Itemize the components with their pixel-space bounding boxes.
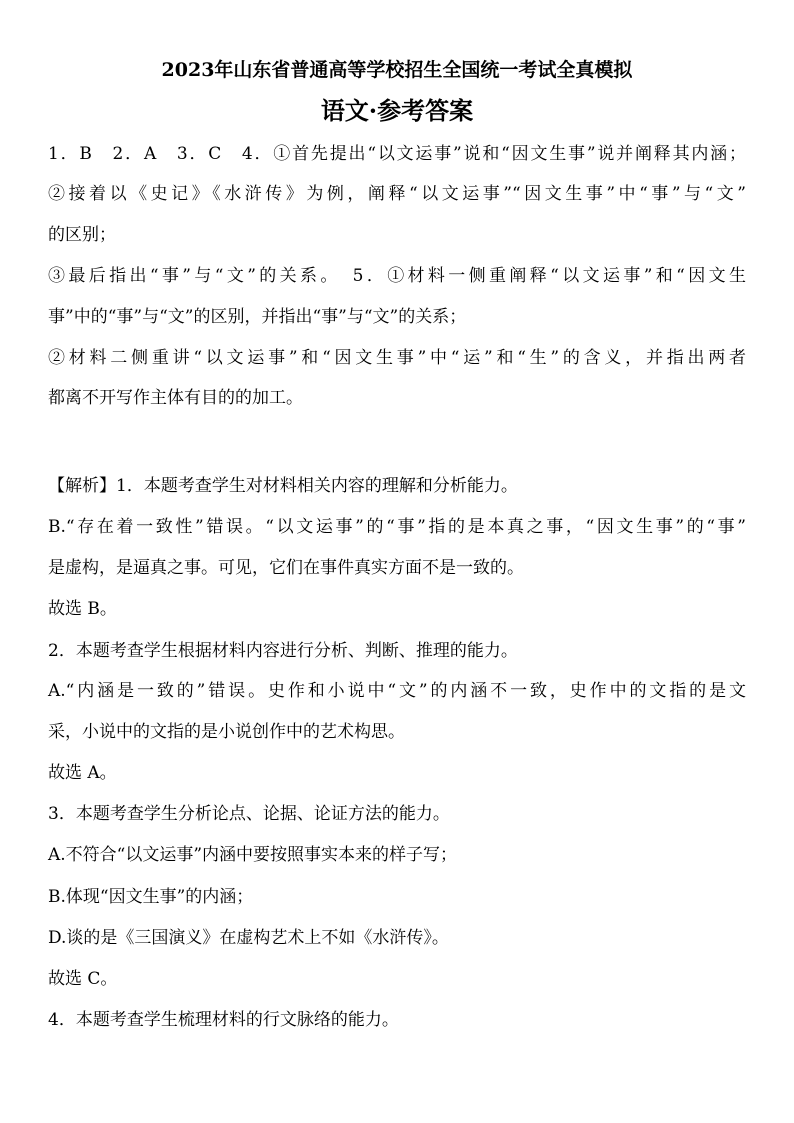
analysis-line: 采，小说中的文指的是小说创作中的艺术构思。	[48, 722, 405, 742]
answer-line: 事”中的“事”与“文”的区别，并指出“事”与“文”的关系；	[48, 307, 467, 327]
analysis-line: 2．本题考查学生根据材料内容进行分析、判断、推理的能力。	[48, 641, 518, 661]
answer-line: 1．B 2．A 3．C 4．①首先提出“以文运事”说和“因文生事”说并阐释其内涵；	[48, 144, 746, 164]
analysis-line: 故选 B。	[48, 599, 117, 619]
analysis-line: 故选 C。	[48, 969, 118, 989]
answer-line: ②接着以《史记》《水浒传》为例，阐释“以文运事”“因文生事”中“事”与“文”	[48, 184, 746, 204]
analysis-line: D.谈的是《三国演义》在虚构艺术上不如《水浒传》。	[48, 928, 449, 948]
analysis-line: 是虚构，是逼真之事。可见，它们在事件真实方面不是一致的。	[48, 558, 524, 578]
answer-line: ②材料二侧重讲“以文运事”和“因文生事”中“运”和“生”的含义，并指出两者	[48, 348, 746, 368]
document-title: 2023年山东省普通高等学校招生全国统一考试全真模拟	[161, 59, 633, 81]
answer-line: ③最后指出“事”与“文”的关系。 5．①材料一侧重阐释“以文运事”和“因文生	[48, 266, 746, 286]
analysis-line: B.体现“因文生事”的内涵；	[48, 887, 254, 907]
analysis-line: 【解析】1．本题考查学生对材料相关内容的理解和分析能力。	[48, 476, 518, 496]
analysis-line: 4．本题考查学生梳理材料的行文脉络的能力。	[48, 1010, 399, 1030]
analysis-line: 故选 A。	[48, 763, 117, 783]
analysis-line: B.“存在着一致性”错误。“以文运事”的“事”指的是本真之事，“因文生事”的“事”	[48, 517, 746, 537]
analysis-line: A.“内涵是一致的”错误。史作和小说中“文”的内涵不一致，史作中的文指的是文	[48, 681, 746, 701]
answer-line: 的区别；	[48, 225, 116, 245]
answer-line: 都离不开写作主体有目的的加工。	[48, 388, 303, 408]
document-subtitle: 语文·参考答案	[320, 96, 474, 125]
analysis-line: A.不符合“以文运事”内涵中要按照事实本来的样子写；	[48, 845, 458, 865]
analysis-line: 3．本题考查学生分析论点、论据、论证方法的能力。	[48, 804, 450, 824]
